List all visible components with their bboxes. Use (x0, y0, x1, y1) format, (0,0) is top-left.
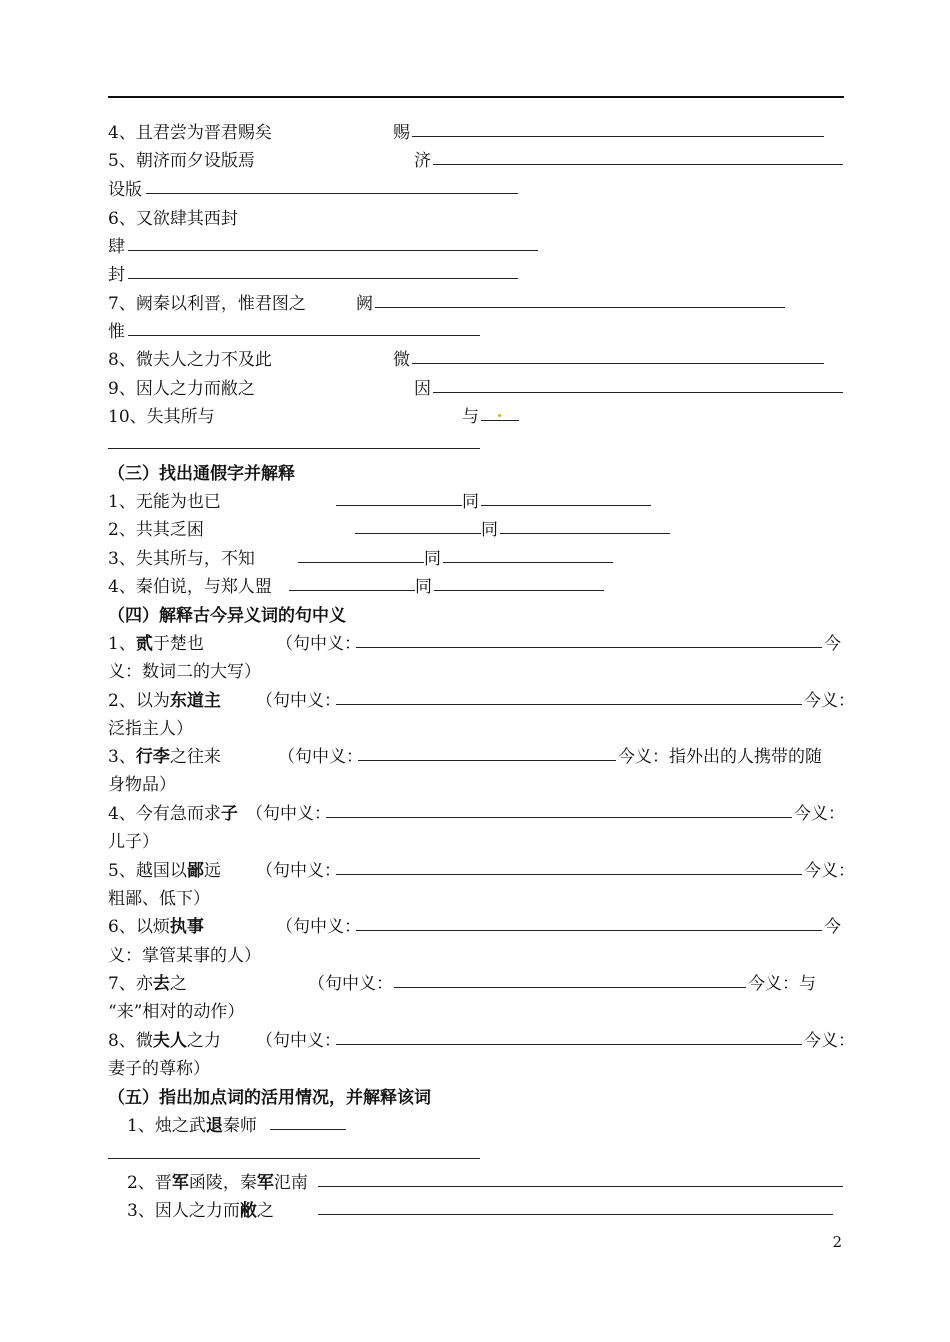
s5-item-3-keyword: 敝 (239, 1201, 257, 1221)
s4-item-6-answer-blank[interactable] (356, 910, 822, 931)
s3-item-3-char-blank[interactable] (298, 542, 424, 563)
s5-item-2: 2、晋军函陵，秦军氾南 (127, 1173, 308, 1193)
s4-item-6-keyword: 执事 (169, 917, 204, 937)
s4-item-6: 6、以烦执事 (108, 917, 204, 937)
s4-item-4-keyword: 子 (220, 804, 238, 824)
s4-item-2-modern-b: 泛指主人） (108, 719, 193, 739)
s4-item-4-modern-a: 今义： (794, 804, 845, 824)
q7-word: 阙 (356, 294, 373, 314)
q5-answer-blank[interactable] (433, 144, 843, 165)
s4-item-8: 8、微夫人之力 (108, 1031, 221, 1051)
q9-answer-blank[interactable] (433, 372, 843, 393)
q5-text: 5、朝济而夕设版焉 (108, 151, 255, 171)
s4-item-4-modern-b: 儿子） (108, 832, 159, 852)
s5-item-1-answer2-blank[interactable] (108, 1138, 480, 1159)
s5-item-2-answer-blank[interactable] (318, 1166, 843, 1187)
s4-item-3-ctx-label: （句中义： (278, 747, 363, 767)
s4-item-2-answer-blank[interactable] (336, 684, 802, 705)
emphasis-dot (498, 414, 501, 417)
s4-item-1-ctx-label: （句中义： (276, 634, 361, 654)
s3-item-2-meaning-blank[interactable] (500, 513, 670, 534)
s5-item-1: 1、烛之武退秦师 (127, 1116, 257, 1136)
s4-item-8-answer-blank[interactable] (336, 1024, 802, 1045)
s4-item-5-ctx-label: （句中义： (256, 861, 341, 881)
s4-item-3-keyword: 行李 (135, 747, 170, 767)
s4-item-2-modern-a: 今义： (804, 691, 855, 711)
section-3-title: （三）找出通假字并解释 (108, 464, 295, 484)
s4-item-1-answer-blank[interactable] (356, 627, 822, 648)
s4-item-5-modern-b: 粗鄙、低下） (108, 889, 210, 909)
s4-item-5-modern-a: 今义： (804, 861, 855, 881)
s4-item-5: 5、越国以鄙远 (108, 861, 221, 881)
s5-item-3-answer-blank[interactable] (318, 1194, 833, 1215)
s5-item-1-answer-blank[interactable] (270, 1109, 346, 1130)
s4-item-7-modern-b: “来”相对的动作） (108, 1002, 245, 1022)
q4-answer-blank[interactable] (412, 116, 824, 137)
q6-word: 肆 (108, 237, 125, 257)
s3-item-4-same: 同 (415, 577, 432, 597)
s3-item-2-char-blank[interactable] (355, 513, 481, 534)
s3-item-4: 4、秦伯说，与郑人盟 (108, 577, 272, 597)
s3-item-1-char-blank[interactable] (336, 485, 462, 506)
s5-item-2-keyword2: 军 (256, 1173, 274, 1193)
q9-word: 因 (414, 379, 431, 399)
q5-word: 济 (414, 151, 431, 171)
s4-item-6-ctx-label: （句中义： (276, 917, 361, 937)
s4-item-1-modern-a: 今 (824, 634, 841, 654)
q9-text: 9、因人之力而敝之 (108, 379, 255, 399)
q6-answer2-blank[interactable] (128, 258, 518, 279)
s4-item-7: 7、亦去之 (108, 974, 187, 994)
q10-answer2-blank[interactable] (108, 428, 480, 449)
s4-item-4-answer-blank[interactable] (326, 797, 792, 818)
s4-item-7-ctx-label: （句中义： (308, 974, 393, 994)
s3-item-2-same: 同 (481, 520, 498, 540)
s4-item-4-ctx-label: （句中义： (246, 804, 331, 824)
s4-item-3-modern-b: 身物品） (108, 775, 176, 795)
top-rule (108, 96, 844, 98)
q6-answer-blank[interactable] (128, 230, 538, 251)
section-5-title: （五）指出加点词的活用情况，并解释该词 (108, 1088, 431, 1108)
s4-item-6-modern-a: 今 (824, 917, 841, 937)
s4-item-5-answer-blank[interactable] (336, 854, 802, 875)
s3-item-3-meaning-blank[interactable] (443, 542, 613, 563)
s3-item-1-same: 同 (462, 492, 479, 512)
q7-answer2-blank[interactable] (128, 315, 480, 336)
s5-item-3: 3、因人之力而敝之 (127, 1201, 274, 1221)
q6-word2: 封 (108, 265, 125, 285)
q8-answer-blank[interactable] (412, 343, 824, 364)
s4-item-8-modern-b: 妻子的尊称） (108, 1059, 210, 1079)
s3-item-1: 1、无能为也已 (108, 492, 221, 512)
section-4-title: （四）解释古今异义词的句中义 (108, 606, 346, 626)
s4-item-2-ctx-label: （句中义： (256, 691, 341, 711)
q8-word: 微 (393, 350, 410, 370)
q6-text: 6、又欲肆其西封 (108, 209, 238, 229)
s4-item-6-modern-b: 义：掌管某事的人） (108, 946, 261, 966)
s4-item-7-modern-a: 今义：与 (748, 974, 816, 994)
s5-item-2-keyword: 军 (171, 1173, 189, 1193)
q7-answer-blank[interactable] (375, 287, 785, 308)
s4-item-4: 4、今有急而求子 (108, 804, 238, 824)
s4-item-2-keyword: 东道主 (169, 691, 221, 711)
s4-item-8-ctx-label: （句中义： (256, 1031, 341, 1051)
s3-item-1-meaning-blank[interactable] (481, 485, 651, 506)
q7-text: 7、阙秦以利晋，惟君图之 (108, 294, 306, 314)
s4-item-7-answer-blank[interactable] (394, 967, 746, 988)
s4-item-3-modern-a: 今义：指外出的人携带的随 (618, 747, 822, 767)
q10-text: 10、失其所与 (108, 407, 215, 427)
q7-word2: 惟 (108, 322, 125, 342)
s4-item-8-modern-a: 今义： (804, 1031, 855, 1051)
q4-text: 4、且君尝为晋君赐矣 (108, 123, 272, 143)
q4-word: 赐 (393, 123, 410, 143)
q5-word2: 设版 (108, 180, 142, 200)
s4-item-3-answer-blank[interactable] (358, 740, 616, 761)
s3-item-3-same: 同 (424, 549, 441, 569)
s3-item-2: 2、共其乏困 (108, 520, 204, 540)
s4-item-2: 2、以为东道主 (108, 691, 221, 711)
q10-word: 与 (462, 407, 479, 427)
s4-item-1-keyword: 贰 (135, 634, 153, 654)
s4-item-1: 1、贰于楚也 (108, 634, 204, 654)
s5-item-1-keyword: 退 (205, 1116, 223, 1136)
s4-item-3: 3、行李之往来 (108, 747, 221, 767)
s3-item-4-meaning-blank[interactable] (434, 570, 604, 591)
q8-text: 8、微夫人之力不及此 (108, 350, 272, 370)
s4-item-5-keyword: 鄙 (186, 861, 204, 881)
q10-answer-blank[interactable] (481, 400, 519, 421)
s3-item-3: 3、失其所与，不知 (108, 549, 255, 569)
s4-item-7-keyword: 去 (152, 974, 170, 994)
s4-item-8-keyword: 夫人 (152, 1031, 187, 1051)
s4-item-1-modern-b: 义：数词二的大写） (108, 662, 261, 682)
s3-item-4-char-blank[interactable] (289, 570, 415, 591)
page-number: 2 (832, 1233, 842, 1251)
q5-answer2-blank[interactable] (146, 173, 518, 194)
